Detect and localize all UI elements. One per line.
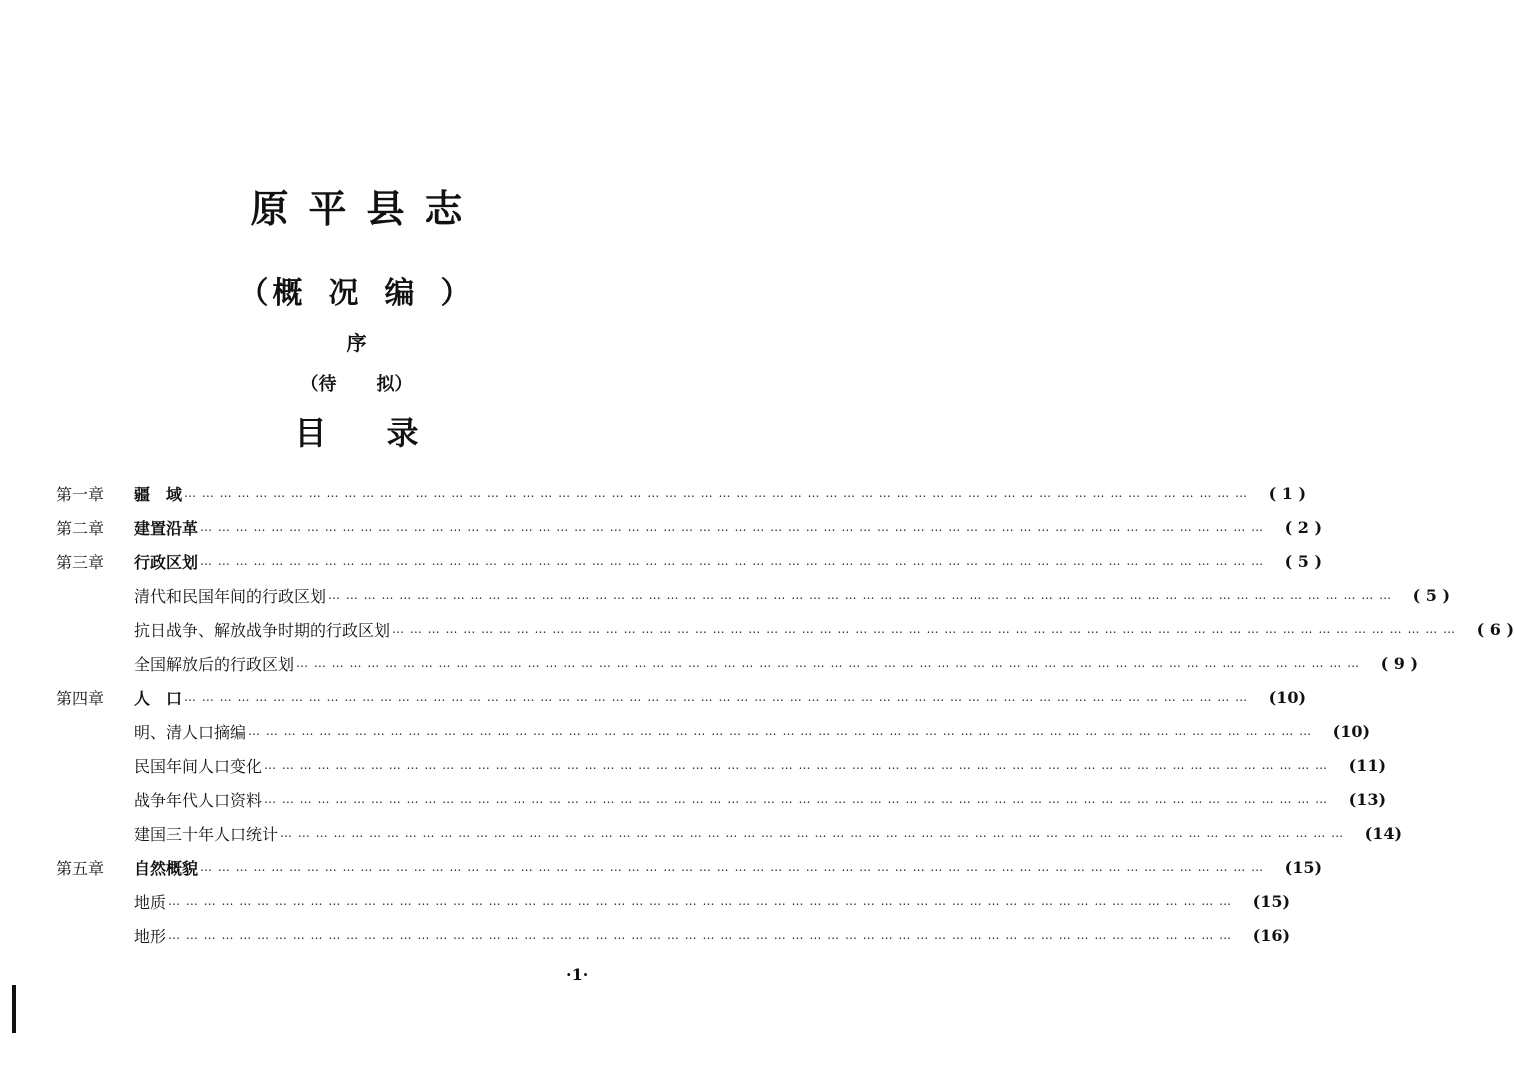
toc-entry-title: 民国年间人口变化 xyxy=(134,756,263,776)
toc-page-number: ( 5 ) xyxy=(1412,585,1451,605)
toc-entry-title: 人 口 xyxy=(134,688,183,708)
toc-leader-dots: … … … … … … … … … … … … … … … … … … … … … … … … … … … … … … … … … … … … … … … … … … … … … … … … … … … … … … … … … … … … xyxy=(200,554,1265,568)
toc-page-number: (15) xyxy=(1284,857,1323,877)
toc-entry xyxy=(56,748,1387,782)
toc-entry xyxy=(56,476,1307,510)
toc-leader-dots: … … … … … … … … … … … … … … … … … … … … … … … … … … … … … … … … … … … … … … … … … … … … … … … … … … … … … … … … … … … … xyxy=(200,860,1265,874)
toc-entry-title: 建置沿革 xyxy=(134,518,199,538)
pending-note-end: 拟） xyxy=(376,374,413,395)
toc-page-number: ( 9 ) xyxy=(1380,653,1419,673)
toc-leader-dots: … … … … … … … … … … … … … … … … … … … … … … … … … … … … … … … … … … … … … … … … … … … … … … … … … … … … … … … … … … … … xyxy=(280,826,1345,840)
toc-heading xyxy=(0,408,713,454)
toc-entry xyxy=(56,646,1419,680)
subtitle-close-paren: ） xyxy=(440,276,475,311)
subtitle-text: 概况编 xyxy=(272,276,441,311)
pending-note-start: （待 xyxy=(300,374,337,395)
toc-chapter-number: 第四章 xyxy=(56,688,105,708)
toc-entry-title: 战争年代人口资料 xyxy=(134,790,263,810)
toc-entry-title: 抗日战争、解放战争时期的行政区划 xyxy=(134,620,391,640)
toc-entry-title: 自然概貌 xyxy=(134,858,199,878)
toc-leader-dots: … … … … … … … … … … … … … … … … … … … … … … … … … … … … … … … … … … … … … … … … … … … … … … … … … … … … … … … … … … … … xyxy=(184,690,1249,704)
toc-entry xyxy=(56,884,1291,918)
toc-entry-title: 地形 xyxy=(134,926,167,946)
toc-entry xyxy=(56,782,1387,816)
toc-entry-title: 清代和民国年间的行政区划 xyxy=(134,586,327,606)
toc-leader-dots: … … … … … … … … … … … … … … … … … … … … … … … … … … … … … … … … … … … … … … … … … … … … … … … … … … … … … … … … … … … … xyxy=(328,588,1393,602)
toc-leader-dots: … … … … … … … … … … … … … … … … … … … … … … … … … … … … … … … … … … … … … … … … … … … … … … … … … … … … … … … … … … … … xyxy=(248,724,1313,738)
binding-edge-mark xyxy=(12,985,16,1033)
toc-chapter-number: 第一章 xyxy=(56,484,105,504)
toc-leader-dots: … … … … … … … … … … … … … … … … … … … … … … … … … … … … … … … … … … … … … … … … … … … … … … … … … … … … … … … … … … … … xyxy=(168,894,1233,908)
toc-entry xyxy=(56,816,1403,850)
table-of-contents xyxy=(56,476,1514,952)
toc-entry xyxy=(56,612,1514,646)
toc-heading-char-2: 录 xyxy=(386,414,419,452)
toc-chapter-number: 第三章 xyxy=(56,552,105,572)
toc-entry-title: 明、清人口摘编 xyxy=(134,722,247,742)
toc-page-number: (11) xyxy=(1348,755,1387,775)
pending-note xyxy=(0,370,713,396)
toc-leader-dots: … … … … … … … … … … … … … … … … … … … … … … … … … … … … … … … … … … … … … … … … … … … … … … … … … … … … … … … … … … … … xyxy=(296,656,1361,670)
toc-entry xyxy=(56,680,1307,714)
toc-page-number: (15) xyxy=(1252,891,1291,911)
subtitle-open-paren: （ xyxy=(238,276,273,311)
toc-heading-char-1: 目 xyxy=(294,414,327,452)
toc-entry xyxy=(56,714,1371,748)
toc-entry-title: 疆 域 xyxy=(134,484,183,504)
toc-leader-dots: … … … … … … … … … … … … … … … … … … … … … … … … … … … … … … … … … … … … … … … … … … … … … … … … … … … … … … … … … … … … xyxy=(264,792,1329,806)
toc-entry xyxy=(56,578,1451,612)
toc-entry-title: 全国解放后的行政区划 xyxy=(134,654,295,674)
toc-entry xyxy=(56,918,1291,952)
toc-entry-title: 地质 xyxy=(134,892,167,912)
toc-page-number: (10) xyxy=(1332,721,1371,741)
toc-leader-dots: … … … … … … … … … … … … … … … … … … … … … … … … … … … … … … … … … … … … … … … … … … … … … … … … … … … … … … … … … … … … xyxy=(168,928,1233,942)
toc-page-number: (16) xyxy=(1252,925,1291,945)
toc-entry xyxy=(56,850,1323,884)
toc-page-number: (13) xyxy=(1348,789,1387,809)
toc-page-number: ( 1 ) xyxy=(1268,483,1307,503)
toc-entry-title: 行政区划 xyxy=(134,552,199,572)
toc-page-number: ( 6 ) xyxy=(1476,619,1514,639)
toc-leader-dots: … … … … … … … … … … … … … … … … … … … … … … … … … … … … … … … … … … … … … … … … … … … … … … … … … … … … … … … … … … … … xyxy=(200,520,1265,534)
toc-leader-dots: … … … … … … … … … … … … … … … … … … … … … … … … … … … … … … … … … … … … … … … … … … … … … … … … … … … … … … … … … … … … xyxy=(184,486,1249,500)
toc-entry xyxy=(56,510,1323,544)
toc-page-number: ( 5 ) xyxy=(1284,551,1323,571)
toc-chapter-number: 第五章 xyxy=(56,858,105,878)
book-title: 原平县志 xyxy=(250,186,483,231)
toc-page-number: (10) xyxy=(1268,687,1307,707)
toc-entry xyxy=(56,544,1323,578)
page-number: ·1· xyxy=(566,965,589,984)
toc-leader-dots: … … … … … … … … … … … … … … … … … … … … … … … … … … … … … … … … … … … … … … … … … … … … … … … … … … … … … … … … … … … … xyxy=(392,622,1457,636)
toc-chapter-number: 第二章 xyxy=(56,518,105,538)
toc-entry-title: 建国三十年人口统计 xyxy=(134,824,279,844)
toc-page-number: (14) xyxy=(1364,823,1403,843)
subtitle xyxy=(0,268,713,312)
toc-leader-dots: … … … … … … … … … … … … … … … … … … … … … … … … … … … … … … … … … … … … … … … … … … … … … … … … … … … … … … … … … … … … xyxy=(264,758,1329,772)
toc-page-number: ( 2 ) xyxy=(1284,517,1323,537)
preface-heading: 序 xyxy=(346,331,367,355)
